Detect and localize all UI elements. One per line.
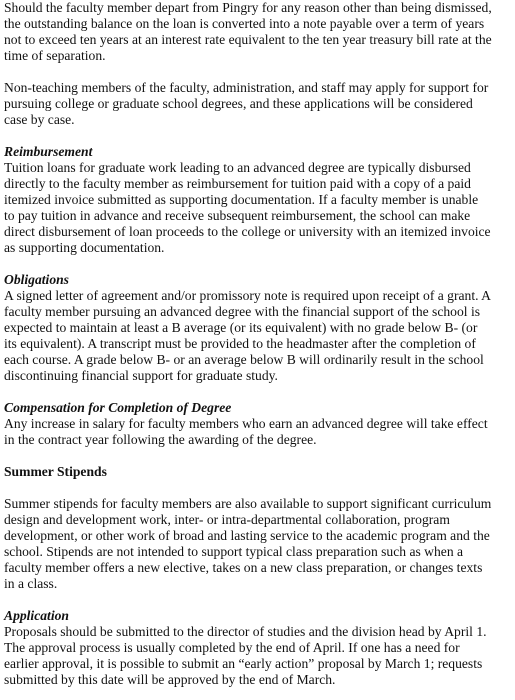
spacer [4,592,513,608]
text-line: time of separation. [4,48,106,63]
document-page [4,0,513,688]
text-line: submitted by this date will be approved by the end of March. [4,672,336,687]
spacer [4,128,513,144]
text-line: itemized invoice submitted as supporting documentation. If a faculty member is unable [4,192,479,207]
text-line: earlier approval, it is possible to submit an “early action” proposal by March 1; requests [4,656,483,671]
reimbursement-heading: Reimbursement [4,144,93,159]
text-line: in a class. [4,576,58,591]
spacer [4,448,513,464]
text-line: faculty member pursuing an advanced degree with the financial support of the school is [4,304,481,319]
text-line: Proposals should be submitted to the director of studies and the division head by April 1. [4,624,487,639]
reimbursement-paragraph [4,160,513,256]
text-line: Summer stipends for faculty members are also available to support significant curriculum [4,496,492,511]
text-line: as supporting documentation. [4,240,165,255]
application-heading: Application [4,608,69,623]
text-line: the outstanding balance on the loan is converted into a note payable over a term of years [4,16,485,31]
text-line: its equivalent). A transcript must be provided to the headmaster after the completion of [4,336,476,351]
compensation-paragraph [4,416,513,448]
spacer [4,480,513,496]
compensation-heading: Compensation for Completion of Degree [4,400,232,415]
spacer [4,64,513,80]
text-line: direct disbursement of loan proceeds to the college or university with an itemized invoice [4,224,491,239]
text-line: Any increase in salary for faculty members who earn an advanced degree will take effect [4,416,488,431]
text-line: Non-teaching members of the faculty, administration, and staff may apply for support for [4,80,489,95]
text-line: not to exceed ten years at an interest rate equivalent to the ten year treasury bill rate at the [4,32,492,47]
summer-stipends-heading: Summer Stipends [4,464,107,479]
text-line: school. Stipends are not intended to support typical class preparation such as when a [4,544,464,559]
obligations-heading: Obligations [4,272,69,287]
text-line: A signed letter of agreement and/or promissory note is required upon receipt of a grant. A [4,288,491,303]
departure-paragraph [4,0,513,64]
text-line: in the contract year following the awarding of the degree. [4,432,317,447]
obligations-paragraph [4,288,513,384]
application-paragraph [4,624,513,688]
text-line: discontinuing financial support for graduate study. [4,368,278,383]
text-line: development, or other work of broad and lasting service to the academic program and the [4,528,490,543]
text-line: design and development work, inter- or intra-departmental collaboration, program [4,512,450,527]
text-line: Should the faculty member depart from Pingry for any reason other than being dismissed, [4,0,492,15]
text-line: expected to maintain at least a B average (or its equivalent) with no grade below B- (or [4,320,478,335]
text-line: The approval process is usually completed by the end of April. If one has a need for [4,640,460,655]
spacer [4,384,513,400]
text-line: Tuition loans for graduate work leading to an advanced degree are typically disbursed [4,160,471,175]
text-line: faculty member offers a new elective, takes on a new class preparation, or changes texts [4,560,483,575]
summer-stipends-paragraph [4,496,513,592]
text-line: pursuing college or graduate school degrees, and these applications will be considered [4,96,473,111]
text-line: each course. A grade below B- or an average below B will ordinarily result in the school [4,352,484,367]
text-line: to pay tuition in advance and receive subsequent reimbursement, the school can make [4,208,471,223]
text-line: directly to the faculty member as reimbursement for tuition paid with a copy of a paid [4,176,471,191]
non-teaching-paragraph [4,80,513,128]
spacer [4,256,513,272]
text-line: case by case. [4,112,75,127]
